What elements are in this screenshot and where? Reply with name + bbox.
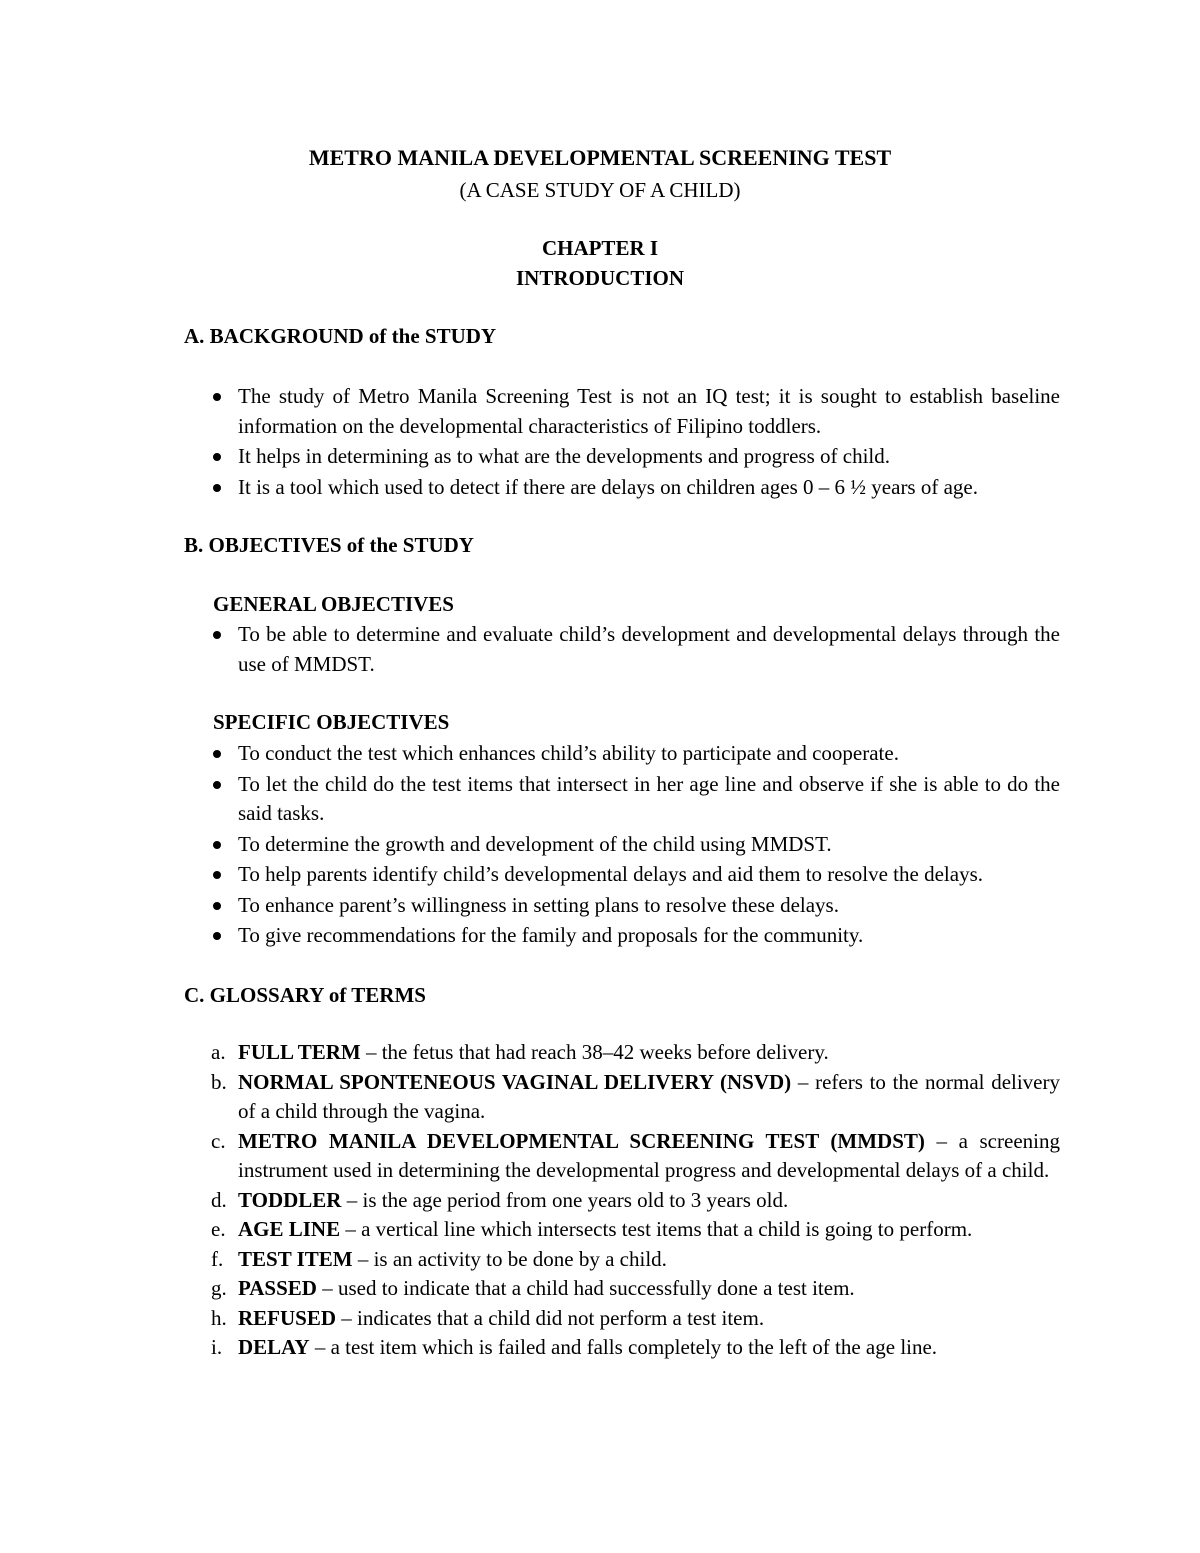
list-item xyxy=(208,620,1060,679)
specific-objectives-heading: SPECIFIC OBJECTIVES xyxy=(213,710,450,734)
glossary-item xyxy=(208,1127,1060,1186)
specific-objectives-list xyxy=(208,739,1060,952)
glossary-definition: – the fetus that had reach 38–42 weeks before delivery. xyxy=(360,1040,829,1064)
glossary-item xyxy=(208,1245,1060,1275)
bullet-icon xyxy=(213,484,221,492)
document-title: METRO MANILA DEVELOPMENTAL SCREENING TEST xyxy=(308,145,892,170)
bullet-icon xyxy=(213,781,221,789)
glossary-term: NORMAL SPONTENEOUS VAGINAL DELIVERY (NSVD) xyxy=(238,1069,792,1094)
glossary-definition: – a screening instrument used in determining the developmental progress and developmental delays of a child. xyxy=(238,1128,1060,1182)
bullet-icon xyxy=(213,750,221,758)
general-objectives-heading: GENERAL OBJECTIVES xyxy=(213,592,454,616)
glossary-term: PASSED xyxy=(238,1276,317,1300)
glossary-definition: – used to indicate that a child had successfully done a test item. xyxy=(316,1276,855,1300)
glossary-item xyxy=(208,1186,1060,1216)
document-subtitle: (A CASE STUDY OF A CHILD) xyxy=(459,178,741,202)
list-item-text: To help parents identify child’s developmental delays and aid them to resolve the delays. xyxy=(238,862,983,886)
list-item-text: It is a tool which used to detect if there are delays on children ages 0 – 6 ½ years of age. xyxy=(238,474,978,499)
list-item-text: It helps in determining as to what are the developments and progress of child. xyxy=(238,444,890,468)
glossary-term: METRO MANILA DEVELOPMENTAL SCREENING TEST (MMDST) xyxy=(238,1128,925,1153)
bullet-icon xyxy=(213,393,221,401)
glossary-term: TEST ITEM xyxy=(238,1246,353,1271)
glossary-marker: c. xyxy=(211,1128,226,1153)
chapter-number: CHAPTER I xyxy=(541,236,659,260)
list-item-text: To determine the growth and development of the child using MMDST. xyxy=(238,831,832,856)
list-item xyxy=(208,770,1060,829)
section-a-heading: A. BACKGROUND of the STUDY xyxy=(184,324,497,348)
glossary-marker: h. xyxy=(211,1305,227,1330)
list-item xyxy=(208,442,1060,472)
chapter-title: INTRODUCTION xyxy=(515,266,685,290)
glossary-definition: – is an activity to be done by a child. xyxy=(352,1246,667,1271)
bullet-icon xyxy=(213,871,221,879)
glossary-marker: e. xyxy=(211,1217,226,1241)
glossary-marker: i. xyxy=(211,1335,223,1359)
glossary-definition: – is the age period from one years old to 3 years old. xyxy=(341,1187,789,1212)
bullet-icon xyxy=(213,631,221,639)
glossary-definition: – indicates that a child did not perform a test item. xyxy=(336,1305,765,1330)
list-item-text: The study of Metro Manila Screening Test is not an IQ test; it is sought to establish baseline information on the developmental characteristics of Filipino toddlers. xyxy=(238,384,1060,438)
section-c-heading: C. GLOSSARY of TERMS xyxy=(184,983,426,1007)
list-item-text: To be able to determine and evaluate child’s development and developmental delays through the use of MMDST. xyxy=(238,622,1060,676)
glossary-marker: f. xyxy=(211,1246,224,1271)
glossary-term: AGE LINE xyxy=(238,1217,341,1241)
glossary-term: FULL TERM xyxy=(238,1040,361,1064)
list-item-text: To let the child do the test items that intersect in her age line and observe if she is able to do the said tasks. xyxy=(238,771,1060,825)
glossary-marker: b. xyxy=(211,1069,227,1094)
glossary-item xyxy=(208,1038,1060,1068)
glossary-item xyxy=(208,1333,1060,1363)
bullet-icon xyxy=(213,902,221,910)
bullet-icon xyxy=(213,841,221,849)
bullet-icon xyxy=(213,932,221,940)
list-item-text: To give recommendations for the family and proposals for the community. xyxy=(238,923,864,947)
glossary-term: REFUSED xyxy=(238,1305,337,1330)
section-b-heading: B. OBJECTIVES of the STUDY xyxy=(184,533,474,557)
list-item xyxy=(208,739,1060,769)
background-list xyxy=(208,382,1060,503)
glossary-term: TODDLER xyxy=(238,1187,342,1212)
glossary-marker: g. xyxy=(211,1276,227,1300)
glossary-item xyxy=(208,1068,1060,1127)
glossary-item xyxy=(208,1274,1060,1304)
list-item xyxy=(208,382,1060,441)
list-item xyxy=(208,830,1060,860)
glossary-marker: a. xyxy=(211,1040,226,1064)
bullet-icon xyxy=(213,453,221,461)
list-item xyxy=(208,921,1060,951)
list-item-text: To conduct the test which enhances child’s ability to participate and cooperate. xyxy=(238,741,899,765)
glossary-definition: – refers to the normal delivery of a child through the vagina. xyxy=(238,1069,1060,1123)
list-item xyxy=(208,860,1060,890)
glossary-definition: – a test item which is failed and falls completely to the left of the age line. xyxy=(309,1335,938,1359)
glossary-item xyxy=(208,1304,1060,1334)
list-item-text: To enhance parent’s willingness in setting plans to resolve these delays. xyxy=(238,892,839,917)
glossary-list xyxy=(208,1038,1060,1363)
glossary-definition: – a vertical line which intersects test items that a child is going to perform. xyxy=(340,1217,973,1241)
glossary-marker: d. xyxy=(211,1187,227,1212)
list-item xyxy=(208,891,1060,921)
glossary-term: DELAY xyxy=(238,1335,310,1359)
glossary-item xyxy=(208,1215,1060,1245)
list-item xyxy=(208,473,1060,503)
general-objectives-list xyxy=(208,620,1060,680)
